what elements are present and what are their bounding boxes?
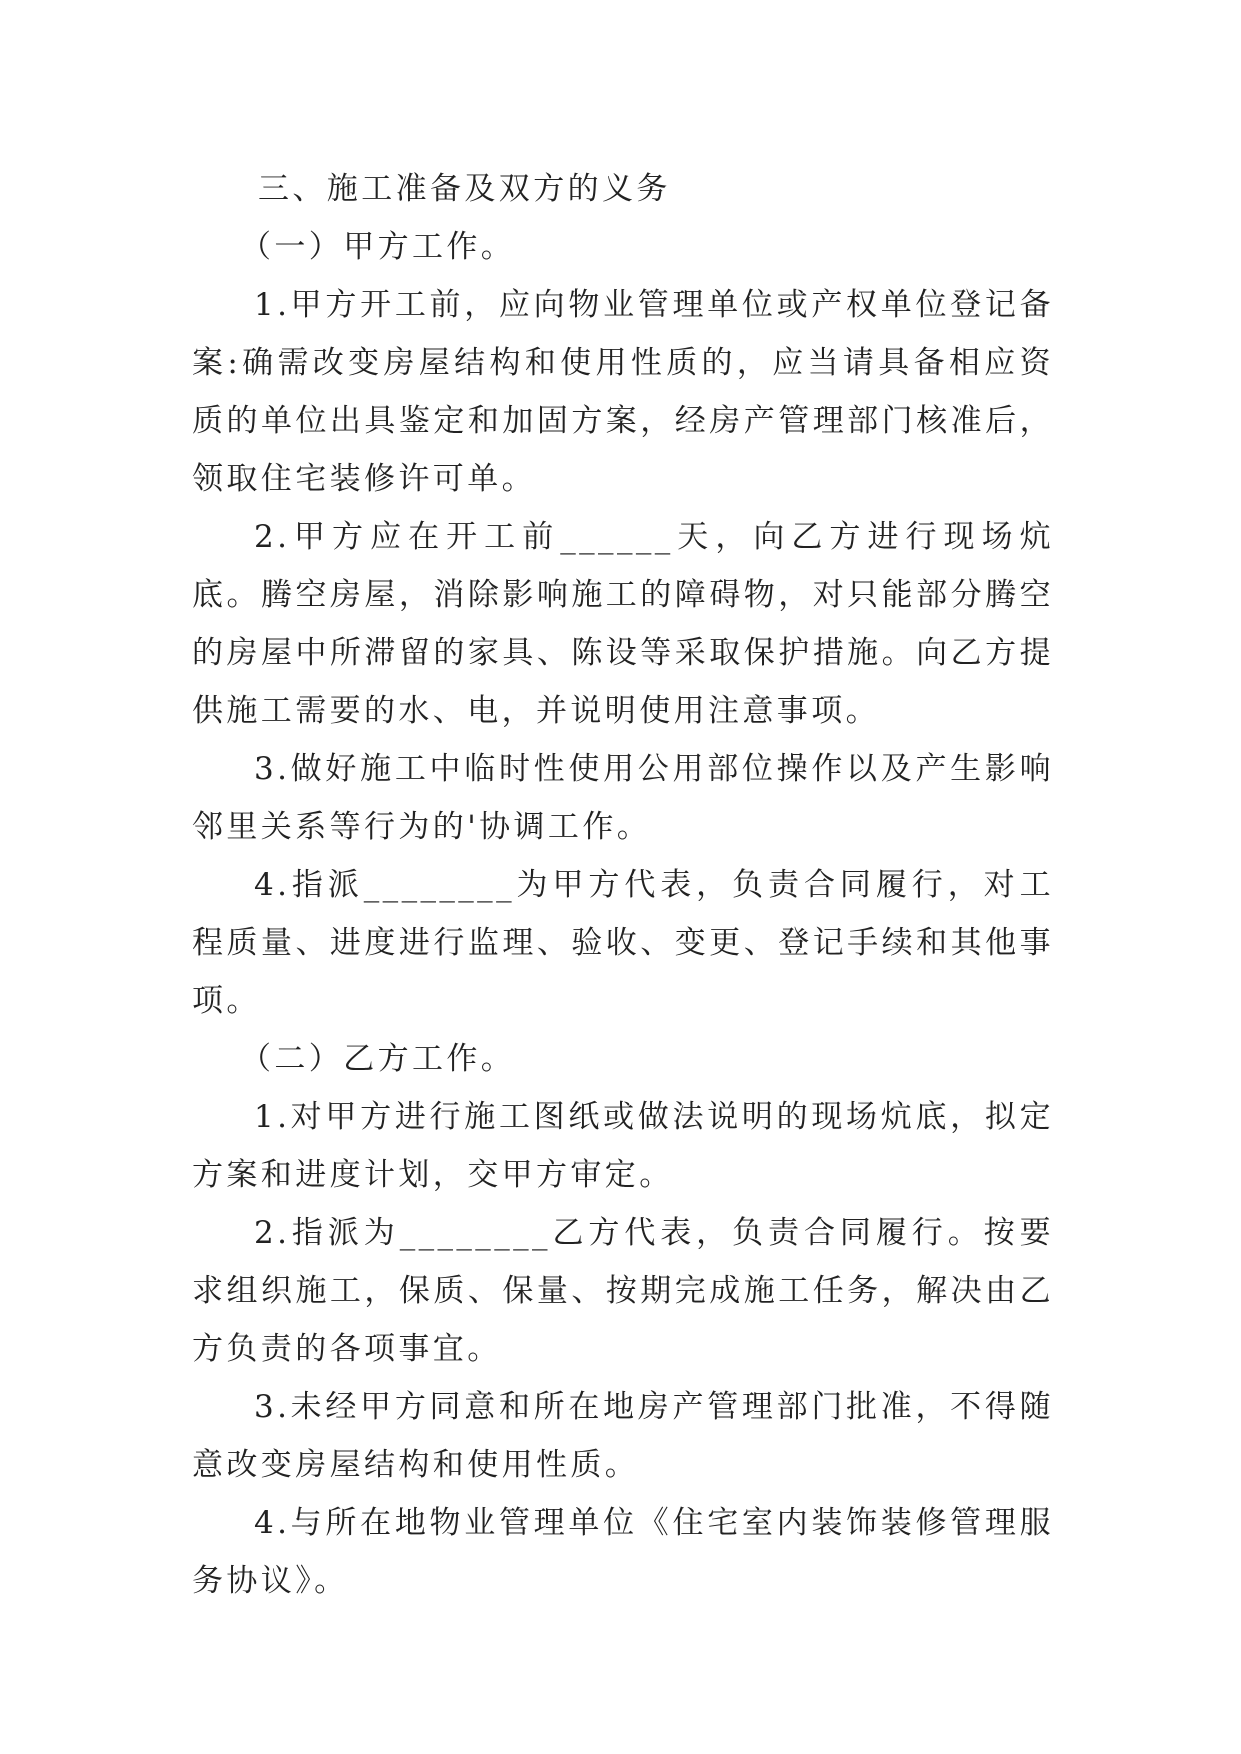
party-b-item-2: 2.指派为________乙方代表，负责合同履行。按要求组织施工，保质、保量、按期完成施工任务，解决由乙方负责的各项事宜。 (192, 1215, 1054, 1367)
party-b-item-3: 3.未经甲方同意和所在地房产管理部门批准，不得随意改变房屋结构和使用性质。 (192, 1389, 1054, 1483)
party-a-item-2: 2.甲方应在开工前______天，向乙方进行现场炕底。腾空房屋，消除影响施工的障碍物，对只能部分腾空的房屋中所滞留的家具、陈设等采取保护措施。向乙方提供施工需要的水、电，并说明使用注意事项。 (192, 519, 1054, 729)
party-a-heading: （一）甲方工作。 (240, 229, 516, 265)
document-body (192, 160, 1054, 1610)
party-a-item-1: 1.甲方开工前，应向物业管理单位或产权单位登记备案:确需改变房屋结构和使用性质的，应当请具备相应资质的单位出具鉴定和加固方案，经房产管理部门核准后，领取住宅装修许可单。 (192, 287, 1054, 497)
party-a-item-3: 3.做好施工中临时性使用公用部位操作以及产生影响邻里关系等行为的'协调工作。 (192, 751, 1054, 845)
party-b-item-1: 1.对甲方进行施工图纸或做法说明的现场炕底，拟定方案和进度计划，交甲方审定。 (192, 1099, 1054, 1193)
party-b-item-4: 4.与所在地物业管理单位《住宅室内装饰装修管理服务协议》。 (192, 1505, 1054, 1599)
party-a-item-4: 4.指派________为甲方代表，负责合同履行，对工程质量、进度进行监理、验收、变更、登记手续和其他事项。 (192, 867, 1054, 1019)
section-title: 三、施工准备及双方的义务 (258, 171, 671, 207)
party-b-heading: （二）乙方工作。 (240, 1041, 516, 1077)
